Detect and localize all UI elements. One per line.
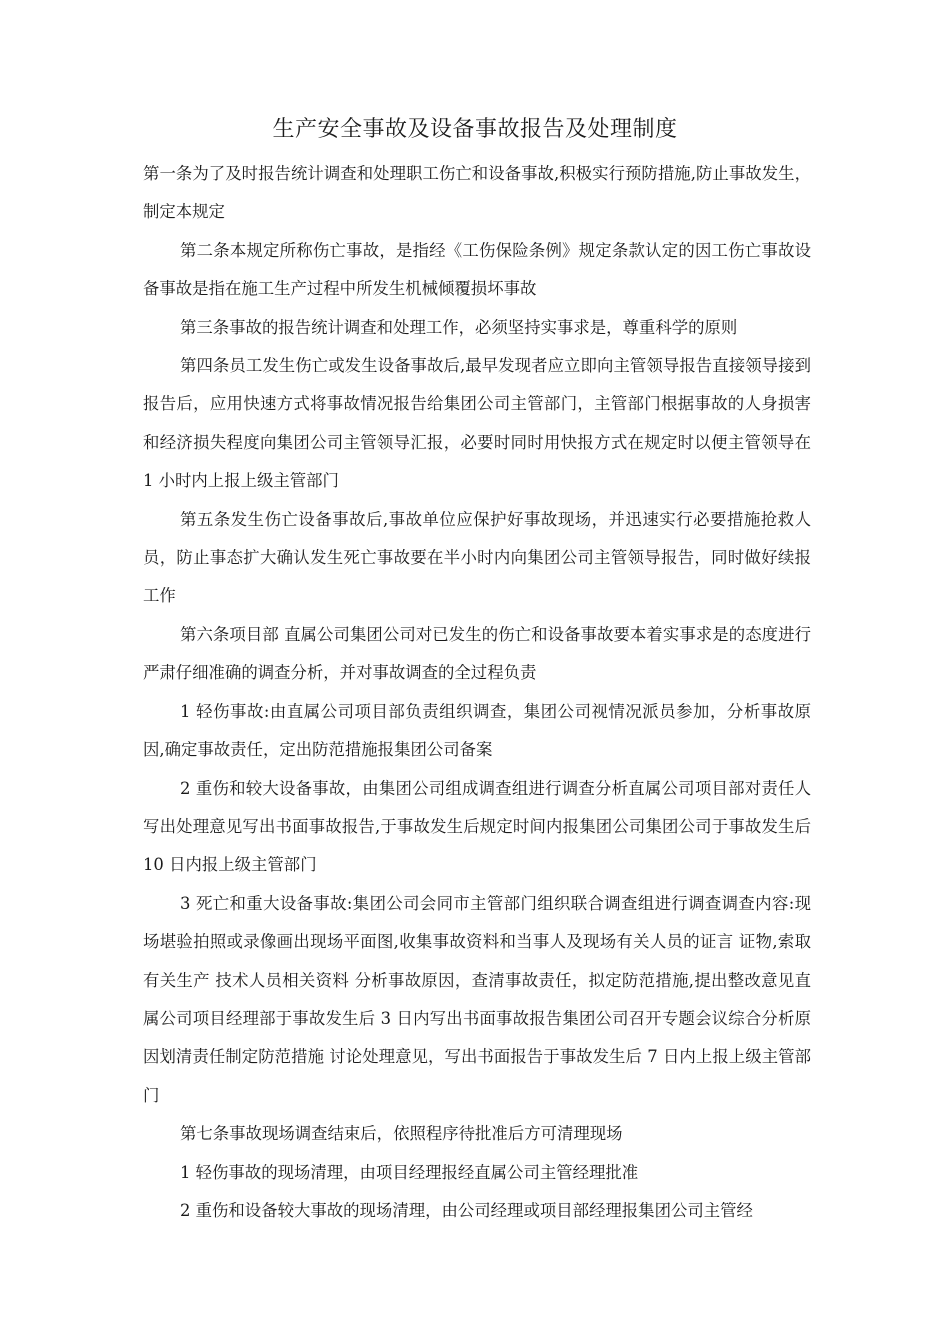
paragraph: 2 重伤和较大设备事故，由集团公司组成调查组进行调查分析直属公司项目部对责任人写出处理意见写出书面事故报告,于事故发生后规定时间内报集团公司集团公司于事故发生后 10 日内报上级主管部门 xyxy=(143,778,811,875)
paragraph: 3 死亡和重大设备事故:集团公司会同市主管部门组织联合调查组进行调查调查内容:现场堪验拍照或录像画出现场平面图,收集事故资料和当事人及现场有关人员的证言 证物,索取有关生产 技术人员相关资料 分析事故原因，查清事故责任，拟定防范措施,提出整改意见直属公司项目经理部于事故发生后 3 日内写出书面事故报告集团公司召开专题会议综合分析原因划清责任制定防范措施 讨论处理意见，写出书面报告于事故发生后 7 日内上报上级主管部门 xyxy=(143,893,811,1105)
paragraph: 第三条事故的报告统计调查和处理工作，必须坚持实事求是，尊重科学的原则 xyxy=(180,317,738,337)
paragraph: 第七条事故现场调查结束后，依照程序待批准后方可清理现场 xyxy=(180,1124,623,1144)
paragraph: 第四条员工发生伤亡或发生设备事故后,最早发现者应立即向主管领导报告直接领导接到报告后，应用快速方式将事故情况报告给集团公司主管部门，主管部门根据事故的人身损害和经济损失程度向集团公司主管领导汇报，必要时同时用快报方式在规定时以便主管领导在 1 小时内上报上级主管部门 xyxy=(143,356,811,491)
paragraph: 第二条本规定所称伤亡事故，是指经《工伤保险条例》规定条款认定的因工伤亡事故设备事故是指在施工生产过程中所发生机械倾覆损坏事故 xyxy=(143,240,811,299)
document-title: 生产安全事故及设备事故报告及处理制度 xyxy=(272,117,678,142)
paragraph: 1 轻伤事故的现场清理，由项目经理报经直属公司主管经理批准 xyxy=(180,1162,639,1182)
paragraph: 第五条发生伤亡设备事故后,事故单位应保护好事故现场，并迅速实行必要措施抢救人员，防止事态扩大确认发生死亡事故要在半小时内向集团公司主管领导报告，同时做好续报工作 xyxy=(143,509,811,606)
paragraph: 2 重伤和设备较大事故的现场清理，由公司经理或项目部经理报集团公司主管经 xyxy=(180,1200,753,1220)
paragraph: 1 轻伤事故:由直属公司项目部负责组织调查，集团公司视情况派员参加，分析事故原因,确定事故责任，定出防范措施报集团公司备案 xyxy=(143,701,811,760)
document-body xyxy=(143,155,811,1230)
paragraph: 第六条项目部 直属公司集团公司对已发生的伤亡和设备事故要本着实事求是的态度进行严肃仔细准确的调查分析，并对事故调查的全过程负责 xyxy=(143,624,811,683)
paragraph: 第一条为了及时报告统计调查和处理职工伤亡和设备事故,积极实行预防措施,防止事故发生，制定本规定 xyxy=(143,164,811,222)
